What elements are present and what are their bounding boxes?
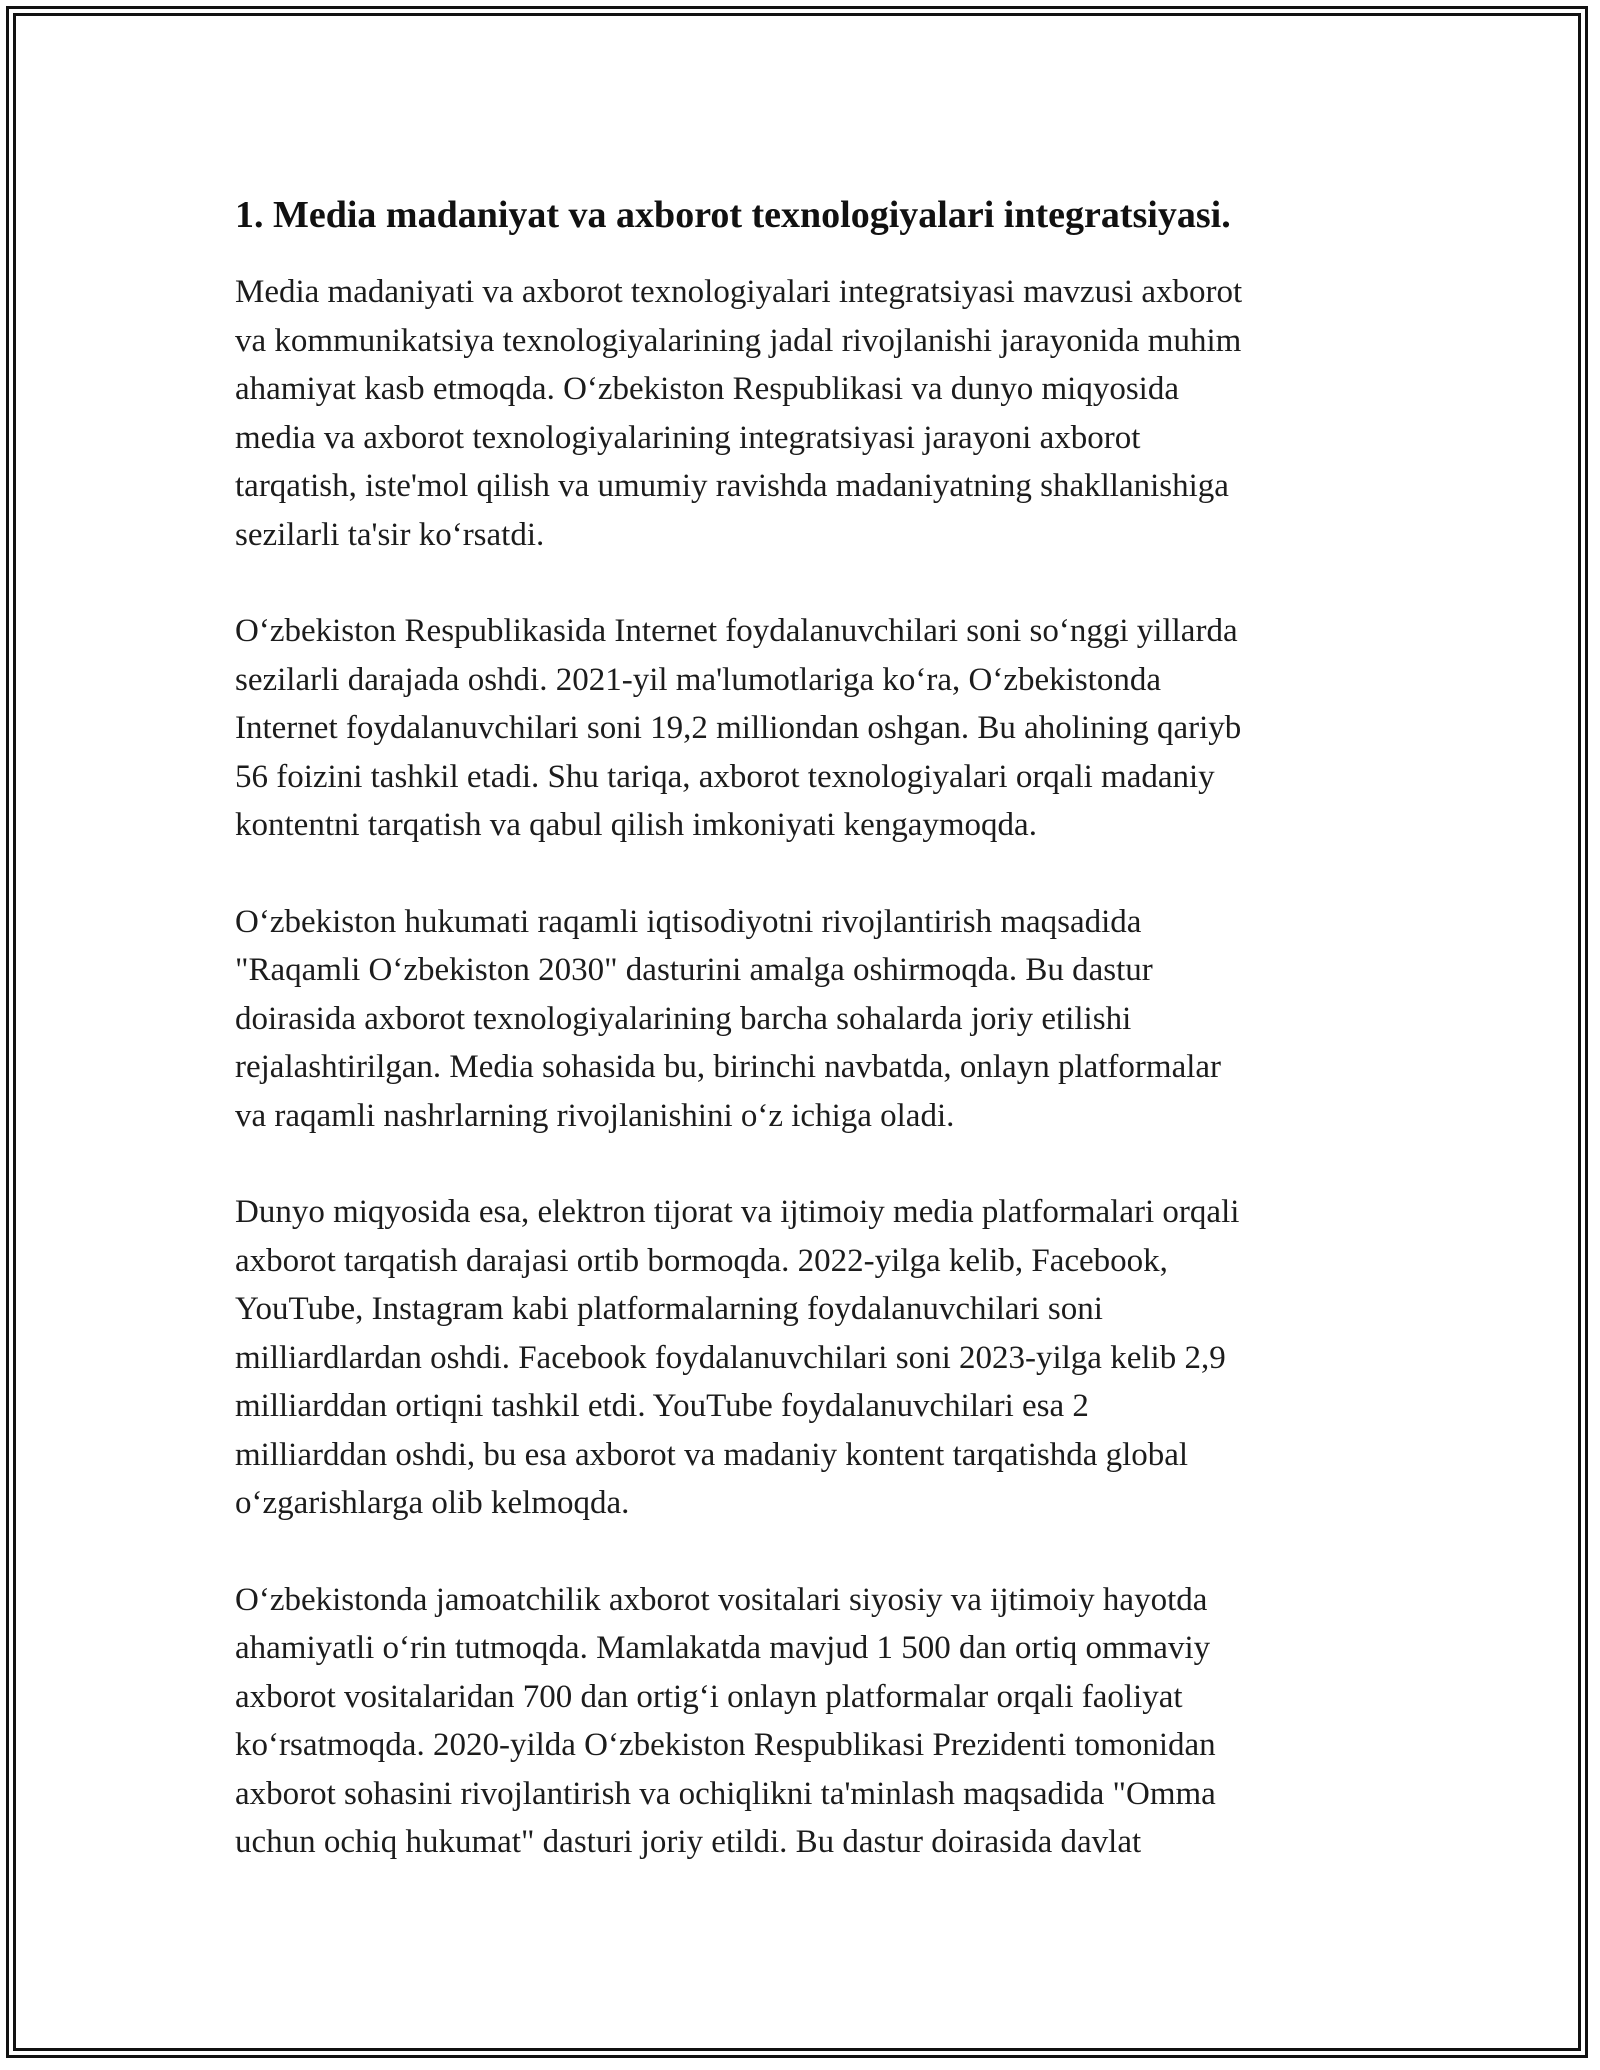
text-line: milliardlardan oshdi. Facebook foydalanuvchilari soni 2023-yilga kelib 2,9 [235, 1339, 1226, 1376]
text-line: kontentni tarqatish va qabul qilish imkoniyati kengaymoqda. [235, 807, 1037, 843]
text-line: media va axborot texnologiyalarining integratsiyasi jarayoni axborot [235, 419, 1141, 456]
text-line: axborot vositalaridan 700 dan ortig‘i onlayn platformalar orqali faoliyat [235, 1678, 1183, 1715]
text-line: doirasida axborot texnologiyalarining barcha sohalarda joriy etilishi [235, 1000, 1132, 1037]
text-line: sezilarli darajada oshdi. 2021-yil ma'lumotlariga ko‘ra, O‘zbekistonda [235, 661, 1161, 698]
text-line: uchun ochiq hukumat" dasturi joriy etildi. Bu dastur doirasida davlat [235, 1824, 1142, 1860]
text-line: ahamiyat kasb etmoqda. O‘zbekiston Respublikasi va dunyo miqyosida [235, 371, 1179, 407]
paragraph-5 [235, 1576, 1375, 1867]
paragraph-3 [235, 898, 1375, 1141]
text-line: 56 foizini tashkil etadi. Shu tariqa, axborot texnologiyalari orqali madaniy [235, 758, 1215, 795]
text-line: ko‘rsatmoqda. 2020-yilda O‘zbekiston Respublikasi Prezidenti tomonidan [235, 1727, 1216, 1763]
text-line: sezilarli ta'sir ko‘rsatdi. [235, 516, 545, 553]
text-line: "Raqamli O‘zbekiston 2030" dasturini amalga oshirmoqda. Bu dastur [235, 952, 1153, 988]
text-line: milliarddan ortiqni tashkil etdi. YouTube foydalanuvchilari esa 2 [235, 1388, 1089, 1424]
text-line: Internet foydalanuvchilari soni 19,2 milliondan oshgan. Bu aholining qariyb [235, 710, 1242, 746]
text-line: Dunyo miqyosida esa, elektron tijorat va ijtimoiy media platformalari orqali [235, 1194, 1240, 1230]
text-line: O‘zbekiston Respublikasida Internet foydalanuvchilari soni so‘nggi yillarda [235, 613, 1238, 649]
text-line: tarqatish, iste'mol qilish va umumiy ravishda madaniyatning shakllanishiga [235, 468, 1229, 504]
paragraph-4 [235, 1188, 1375, 1528]
text-line: Media madaniyati va axborot texnologiyalari integratsiyasi mavzusi axborot [235, 274, 1243, 310]
text-line: axborot tarqatish darajasi ortib bormoqda. 2022-yilga kelib, Facebook, [235, 1242, 1168, 1279]
text-line: axborot sohasini rivojlantirish va ochiqlikni ta'minlash maqsadida "Omma [235, 1775, 1216, 1812]
paragraph-1 [235, 268, 1375, 559]
text-line: o‘zgarishlarga olib kelmoqda. [235, 1485, 630, 1521]
section-heading: 1. Media madaniyat va axborot texnologiyalari integratsiyasi. [235, 194, 1231, 236]
document-body [235, 190, 1375, 1915]
text-line: va raqamli nashrlarning rivojlanishini o‘z ichiga oladi. [235, 1097, 955, 1134]
text-line: ahamiyatli o‘rin tutmoqda. Mamlakatda mavjud 1 500 dan ortiq ommaviy [235, 1630, 1211, 1666]
text-line: YouTube, Instagram kabi platformalarning foydalanuvchilari soni [235, 1291, 1103, 1327]
text-line: O‘zbekiston hukumati raqamli iqtisodiyotni rivojlantirish maqsadida [235, 903, 1142, 940]
text-line: rejalashtirilgan. Media sohasida bu, birinchi navbatda, onlayn platformalar [235, 1049, 1222, 1085]
text-line: milliarddan oshdi, bu esa axborot va madaniy kontent tarqatishda global [235, 1436, 1189, 1473]
text-line: va kommunikatsiya texnologiyalarining jadal rivojlanishi jarayonida muhim [235, 322, 1242, 359]
text-line: O‘zbekistonda jamoatchilik axborot vositalari siyosiy va ijtimoiy hayotda [235, 1581, 1208, 1618]
paragraph-2 [235, 607, 1375, 850]
